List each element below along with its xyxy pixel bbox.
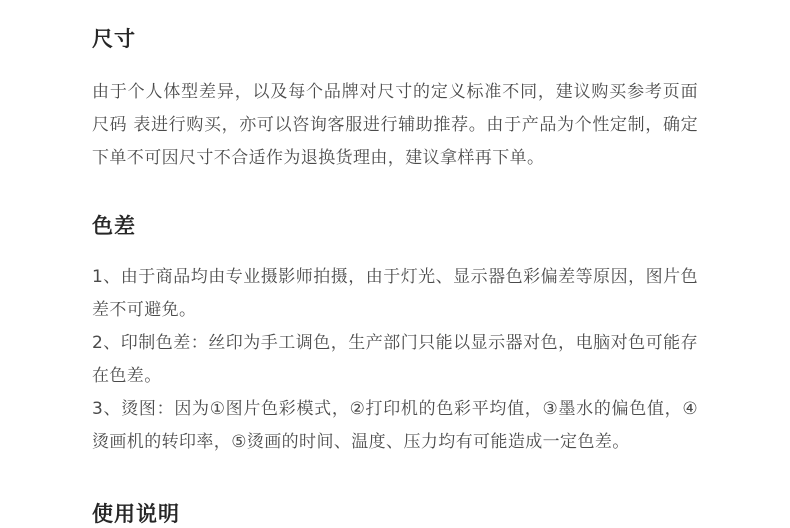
section-title-usage: 使用说明: [92, 502, 180, 527]
section-size: [92, 17, 698, 175]
paragraph: 1、由于商品均由专业摄影师拍摄，由于灯光、显示器色彩偏差等原因，图片色差不可避免。: [92, 267, 698, 321]
paragraph: 3、烫图：因为①图片色彩模式，②打印机的色彩平均值，③墨水的偏色值，④烫画机的转印率，⑤烫画的时间、温度、压力均有可能造成一定色差。: [92, 399, 698, 453]
section-color-difference: [92, 192, 698, 459]
section-body-color-difference: [92, 257, 698, 459]
section-title-color-difference: 色差: [92, 214, 136, 239]
document-page: [0, 17, 790, 527]
section-body-size: [92, 70, 698, 175]
paragraph: 2、印制色差：丝印为手工调色，生产部门只能以显示器对色，电脑对色可能存在色差。: [92, 333, 698, 387]
section-title-size: 尺寸: [92, 27, 136, 52]
paragraph: 由于个人体型差异，以及每个品牌对尺寸的定义标准不同，建议购买参考页面尺码 表进行购买，亦可以咨询客服进行辅助推荐。由于产品为个性定制，确定下单不可因尺寸不合适作为退换货理由，建议拿样再下单。: [92, 82, 698, 169]
section-usage: [92, 476, 698, 527]
